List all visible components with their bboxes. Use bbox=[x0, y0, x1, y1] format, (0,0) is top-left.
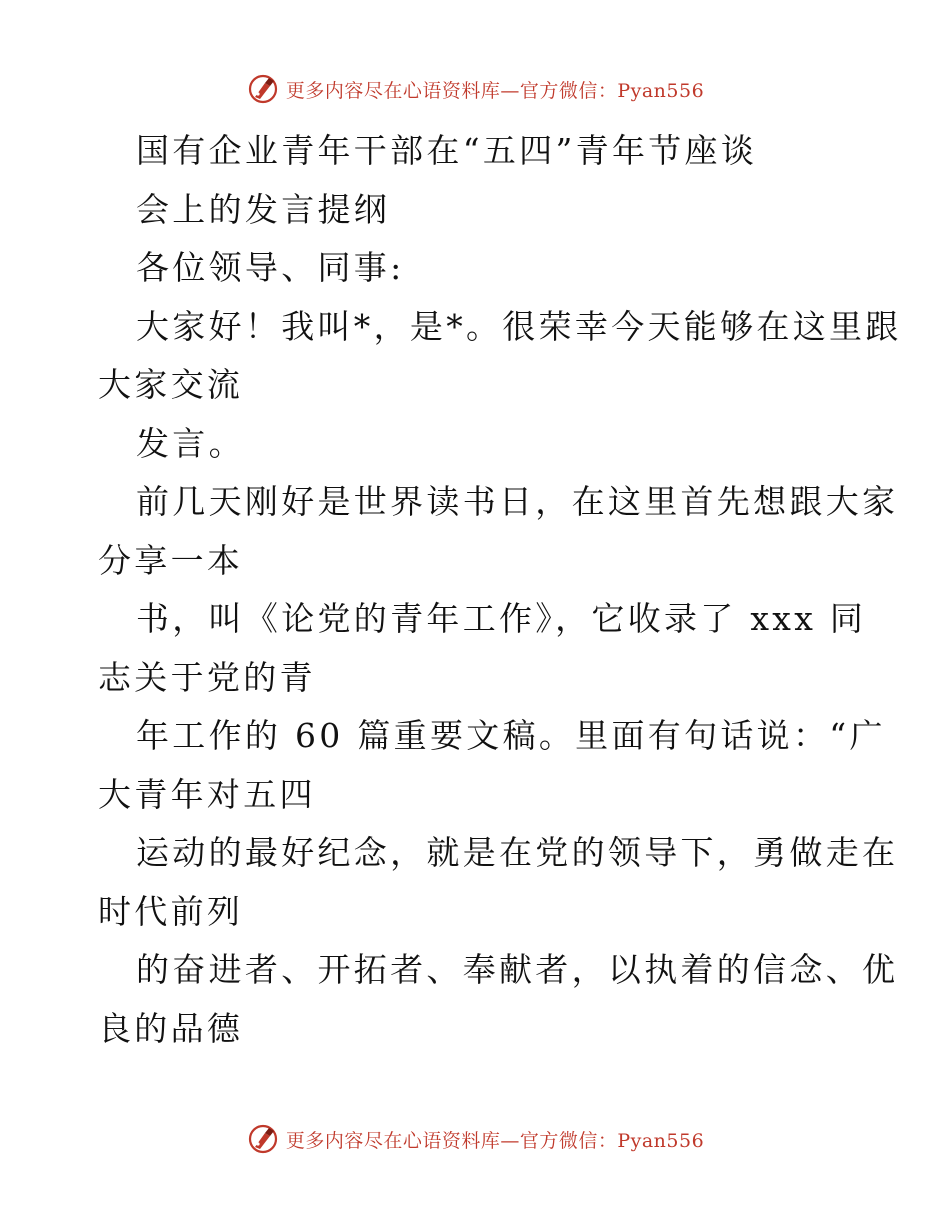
text-line: 大青年对五四 bbox=[98, 774, 316, 814]
text-line: 运动的最好纪念，就是在党的领导下，勇做走在 bbox=[136, 833, 899, 872]
text-line: 前几天刚好是世界读书日，在这里首先想跟大家 bbox=[136, 482, 899, 521]
text-line: 大家交流 bbox=[98, 365, 244, 404]
pen-nib-logo-icon bbox=[246, 72, 280, 106]
text-line: 大家好！我叫*，是*。很荣幸今天能够在这里跟 bbox=[136, 306, 902, 346]
text-line: 时代前列 bbox=[98, 891, 244, 931]
text-line: 国有企业青年干部在“五四”青年节座谈 bbox=[136, 131, 758, 170]
text-line: 书，叫《论党的青年工作》，它收录了 xxx 同 bbox=[136, 599, 867, 638]
text-line: 年工作的 60 篇重要文稿。里面有句话说：“广 bbox=[136, 716, 886, 755]
banner-text: 更多内容尽在心语资料库—官方微信：Pyan556 bbox=[285, 79, 705, 102]
header-banner bbox=[0, 72, 950, 106]
pen-nib-logo-icon bbox=[246, 1122, 280, 1156]
text-line: 志关于党的青 bbox=[98, 657, 316, 697]
document-body bbox=[98, 122, 902, 1058]
text-line: 良的品德 bbox=[98, 1008, 244, 1048]
text-line: 会上的发言提纲 bbox=[136, 189, 391, 229]
banner-text: 更多内容尽在心语资料库—官方微信：Pyan556 bbox=[285, 1129, 705, 1152]
text-line: 的奋进者、开拓者、奉献者，以执着的信念、优 bbox=[136, 950, 899, 989]
text-line: 分享一本 bbox=[98, 540, 244, 580]
footer-banner bbox=[0, 1122, 950, 1156]
text-line: 各位领导、同事: bbox=[136, 248, 405, 287]
text-line: 发言。 bbox=[136, 423, 245, 463]
